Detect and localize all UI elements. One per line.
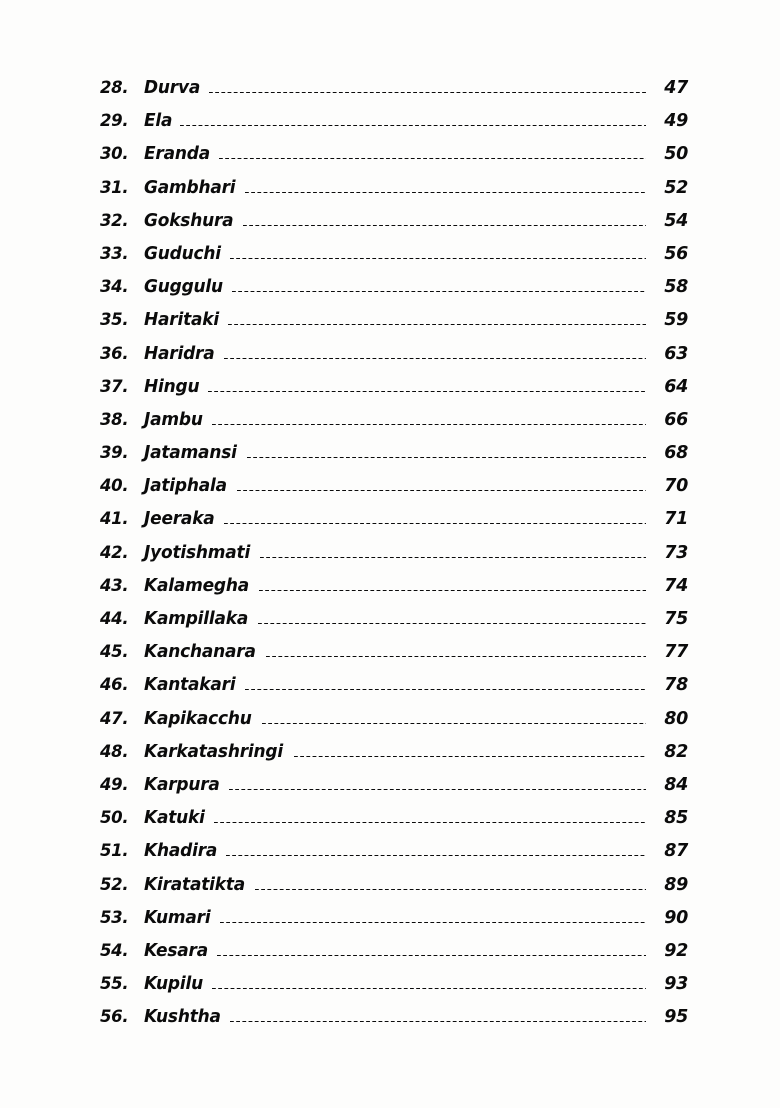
toc-entry[interactable] <box>100 675 688 708</box>
toc-leader-dots <box>255 889 646 890</box>
toc-entry-number: 51. <box>100 841 129 861</box>
toc-entry-number: 42. <box>100 542 129 562</box>
toc-entry-title: Kushtha <box>144 1007 221 1028</box>
toc-entry[interactable] <box>100 443 688 476</box>
toc-entry-title: Guduchi <box>144 243 221 264</box>
toc-entry-title: Jatamansi <box>144 443 237 464</box>
toc-entry-title: Eranda <box>144 144 210 165</box>
toc-entry-number: 39. <box>100 443 129 463</box>
toc-entry-title: Jambu <box>144 409 203 430</box>
toc-entry-title: Kalamegha <box>144 575 250 596</box>
toc-leader-dots <box>226 855 646 856</box>
toc-entry[interactable] <box>100 908 688 941</box>
toc-entry-number: 37. <box>100 376 129 396</box>
toc-entry-number: 29. <box>100 111 129 131</box>
toc-entry-number: 52. <box>100 874 129 894</box>
toc-entry-number: 44. <box>100 609 129 628</box>
toc-leader-dots <box>224 523 646 524</box>
toc-leader-dots <box>212 988 646 989</box>
toc-entry-number: 28. <box>100 78 129 97</box>
toc-entry-title: Kampillaka <box>144 609 249 629</box>
toc-entry-title: Jyotishmati <box>144 542 251 563</box>
toc-entry-page-number: 58 <box>664 277 688 298</box>
toc-entry[interactable] <box>100 609 688 642</box>
toc-entry-page-number: 66 <box>664 409 688 430</box>
toc-entry[interactable] <box>100 875 688 908</box>
toc-entry-number: 53. <box>100 907 129 927</box>
toc-entry-number: 46. <box>100 675 129 695</box>
toc-leader-dots <box>262 723 646 724</box>
toc-entry-page-number: 52 <box>664 177 688 198</box>
toc-entry-page-number: 68 <box>664 443 688 464</box>
toc-entry-title: Gambhari <box>144 177 236 198</box>
toc-entry-page-number: 95 <box>664 1007 688 1028</box>
toc-entry[interactable] <box>100 974 688 1007</box>
toc-entry[interactable] <box>100 244 688 277</box>
toc-entry-page-number: 63 <box>664 343 688 364</box>
toc-entry-number: 32. <box>100 210 129 230</box>
toc-entry[interactable] <box>100 344 688 377</box>
toc-entry-number: 33. <box>100 243 129 263</box>
toc-leader-dots <box>245 689 646 690</box>
toc-leader-dots <box>209 92 646 93</box>
toc-entry-title: Karkatashringi <box>144 741 284 762</box>
toc-entry[interactable] <box>100 144 688 177</box>
toc-entry-page-number: 85 <box>664 808 688 829</box>
table-of-contents-list <box>100 78 688 1040</box>
toc-entry-page-number: 78 <box>664 675 688 696</box>
toc-entry-page-number: 73 <box>664 542 688 563</box>
toc-entry-number: 47. <box>100 708 129 728</box>
toc-entry-title: Haridra <box>144 343 215 364</box>
toc-entry-page-number: 93 <box>664 974 688 995</box>
toc-entry-title: Jeeraka <box>144 509 215 530</box>
toc-entry-title: Kumari <box>144 907 211 928</box>
toc-leader-dots <box>220 922 646 923</box>
toc-entry-page-number: 82 <box>664 741 688 762</box>
toc-entry[interactable] <box>100 476 688 509</box>
toc-leader-dots <box>266 656 646 657</box>
toc-entry-title: Kupilu <box>144 974 204 995</box>
toc-entry-page-number: 77 <box>664 642 688 663</box>
toc-entry-number: 50. <box>100 808 129 828</box>
toc-leader-dots <box>260 557 646 558</box>
toc-entry-number: 49. <box>100 774 129 794</box>
toc-leader-dots <box>208 391 646 392</box>
toc-leader-dots <box>237 490 647 491</box>
toc-entry[interactable] <box>100 111 688 144</box>
toc-entry-title: Ela <box>144 111 173 132</box>
toc-entry-page-number: 74 <box>664 575 688 596</box>
toc-leader-dots <box>224 358 646 359</box>
toc-leader-dots <box>247 457 646 458</box>
toc-leader-dots <box>243 225 646 226</box>
toc-entry-page-number: 49 <box>664 111 688 132</box>
toc-leader-dots <box>180 125 646 126</box>
toc-entry-number: 56. <box>100 1007 129 1027</box>
toc-entry-title: Kantakari <box>144 675 236 696</box>
toc-entry-page-number: 54 <box>664 210 688 231</box>
toc-entry-number: 55. <box>100 974 129 994</box>
toc-entry-title: Kiratatikta <box>144 874 246 895</box>
toc-leader-dots <box>294 756 646 757</box>
toc-leader-dots <box>212 424 646 425</box>
toc-entry-title: Guggulu <box>144 277 223 298</box>
toc-entry-page-number: 84 <box>664 774 688 795</box>
toc-entry-page-number: 64 <box>664 376 688 397</box>
toc-entry-number: 45. <box>100 642 129 662</box>
toc-leader-dots <box>232 291 646 292</box>
toc-entry[interactable] <box>100 410 688 443</box>
toc-entry-title: Jatiphala <box>144 476 227 497</box>
toc-entry-page-number: 71 <box>664 509 688 530</box>
toc-leader-dots <box>228 324 646 325</box>
toc-entry-number: 35. <box>100 310 129 330</box>
toc-entry[interactable] <box>100 377 688 410</box>
toc-entry-page-number: 92 <box>664 940 688 961</box>
toc-entry[interactable] <box>100 642 688 675</box>
toc-entry-number: 54. <box>100 940 129 960</box>
toc-entry[interactable] <box>100 841 688 874</box>
toc-leader-dots <box>258 623 646 624</box>
toc-entry-title: Khadira <box>144 841 218 862</box>
toc-entry-page-number: 90 <box>664 907 688 928</box>
toc-leader-dots <box>230 258 646 259</box>
toc-leader-dots <box>245 192 646 193</box>
toc-entry-number: 40. <box>100 476 129 496</box>
toc-entry[interactable] <box>100 775 688 808</box>
toc-entry-page-number: 47 <box>664 78 688 98</box>
toc-entry-number: 41. <box>100 509 129 529</box>
toc-entry[interactable] <box>100 310 688 343</box>
toc-leader-dots <box>214 822 646 823</box>
toc-entry-number: 36. <box>100 343 129 363</box>
toc-leader-dots <box>229 789 646 790</box>
toc-entry-page-number: 50 <box>664 144 688 165</box>
toc-entry-page-number: 87 <box>664 841 688 862</box>
toc-entry[interactable] <box>100 808 688 841</box>
toc-entry-number: 31. <box>100 177 129 197</box>
toc-leader-dots <box>230 1021 646 1022</box>
toc-entry[interactable] <box>100 78 688 111</box>
toc-entry-number: 48. <box>100 741 129 761</box>
toc-leader-dots <box>219 158 646 159</box>
toc-entry[interactable] <box>100 709 688 742</box>
toc-entry[interactable] <box>100 509 688 542</box>
toc-entry-title: Karpura <box>144 774 220 795</box>
toc-entry[interactable] <box>100 211 688 244</box>
toc-entry-title: Kanchanara <box>144 642 256 663</box>
toc-entry[interactable] <box>100 576 688 609</box>
toc-entry-page-number: 59 <box>664 310 688 331</box>
toc-entry-page-number: 70 <box>664 476 688 497</box>
toc-leader-dots <box>259 590 646 591</box>
toc-entry-title: Kesara <box>144 940 208 961</box>
toc-entry-page-number: 56 <box>664 243 688 264</box>
toc-entry-number: 38. <box>100 409 129 429</box>
toc-entry-page-number: 89 <box>664 874 688 895</box>
toc-entry[interactable] <box>100 742 688 775</box>
toc-entry-number: 30. <box>100 144 129 164</box>
toc-entry[interactable] <box>100 941 688 974</box>
toc-entry-title: Katuki <box>144 808 205 829</box>
toc-entry-number: 34. <box>100 277 129 297</box>
toc-entry[interactable] <box>100 543 688 576</box>
toc-entry-title: Gokshura <box>144 210 234 231</box>
toc-entry-title: Durva <box>144 78 201 98</box>
toc-entry-title: Kapikacchu <box>144 708 252 729</box>
toc-entry[interactable] <box>100 1007 688 1040</box>
toc-entry[interactable] <box>100 277 688 310</box>
toc-entry-number: 43. <box>100 575 129 595</box>
toc-entry-page-number: 80 <box>664 708 688 729</box>
toc-entry[interactable] <box>100 178 688 211</box>
toc-entry-title: Hingu <box>144 376 200 397</box>
toc-entry-page-number: 75 <box>664 609 688 629</box>
toc-leader-dots <box>217 955 646 956</box>
toc-entry-title: Haritaki <box>144 310 219 331</box>
